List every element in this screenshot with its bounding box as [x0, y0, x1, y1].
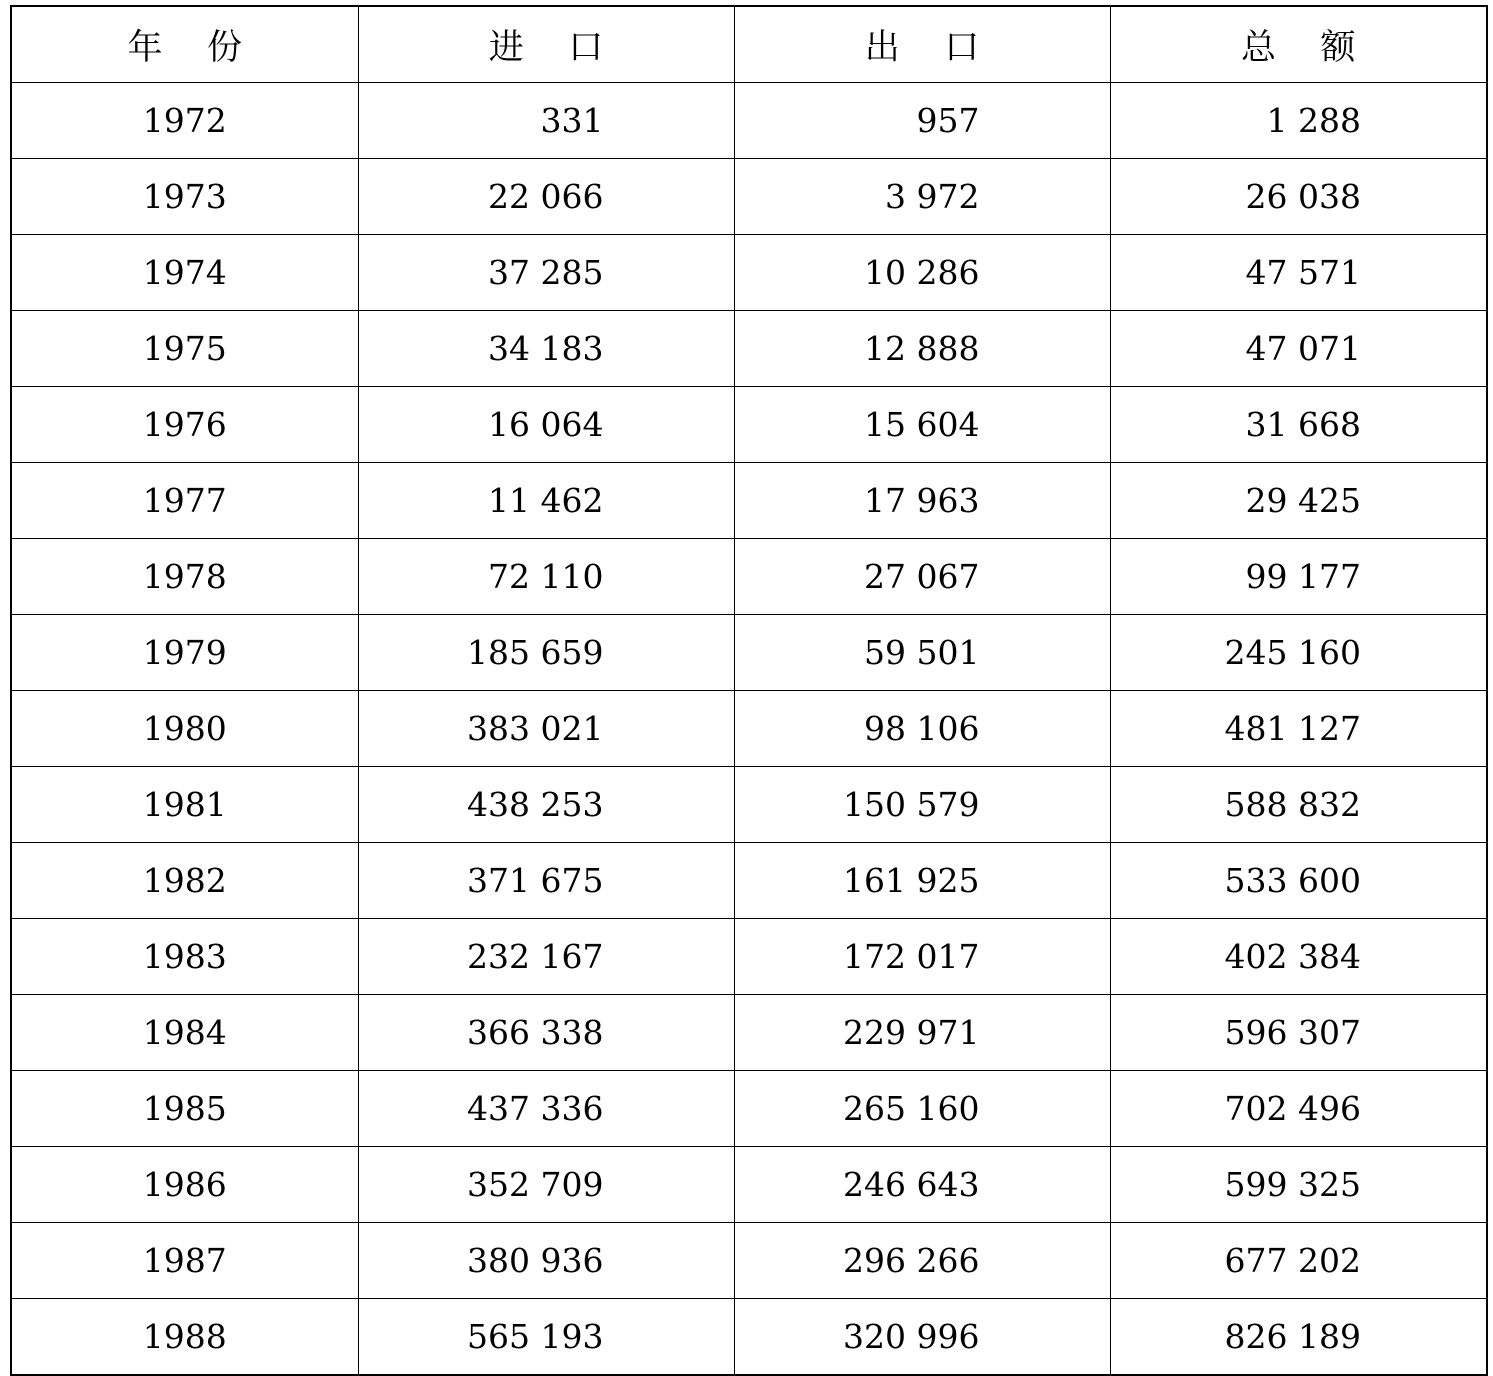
header-import-label: 进 口 [488, 27, 604, 68]
cell-total: 31 668 [1110, 387, 1487, 463]
header-year [11, 6, 358, 83]
cell-year: 1977 [11, 463, 358, 539]
table-row [11, 539, 1487, 615]
cell-export: 246 643 [734, 1147, 1110, 1223]
cell-import: 34 183 [358, 311, 734, 387]
cell-import: 232 167 [358, 919, 734, 995]
cell-year: 1976 [11, 387, 358, 463]
cell-import: 11 462 [358, 463, 734, 539]
cell-year: 1972 [11, 83, 358, 159]
cell-total: 26 038 [1110, 159, 1487, 235]
cell-total: 245 160 [1110, 615, 1487, 691]
cell-total: 481 127 [1110, 691, 1487, 767]
cell-total: 29 425 [1110, 463, 1487, 539]
cell-export: 320 996 [734, 1299, 1110, 1376]
cell-export: 296 266 [734, 1223, 1110, 1299]
cell-export: 98 106 [734, 691, 1110, 767]
cell-import: 437 336 [358, 1071, 734, 1147]
cell-year: 1987 [11, 1223, 358, 1299]
cell-total: 677 202 [1110, 1223, 1487, 1299]
cell-total: 588 832 [1110, 767, 1487, 843]
cell-import: 352 709 [358, 1147, 734, 1223]
cell-year: 1975 [11, 311, 358, 387]
table-row [11, 691, 1487, 767]
trade-table [10, 5, 1488, 1376]
table-row [11, 767, 1487, 843]
cell-import: 380 936 [358, 1223, 734, 1299]
cell-export: 15 604 [734, 387, 1110, 463]
cell-import: 22 066 [358, 159, 734, 235]
cell-export: 12 888 [734, 311, 1110, 387]
cell-export: 10 286 [734, 235, 1110, 311]
table-row [11, 1147, 1487, 1223]
cell-total: 1 288 [1110, 83, 1487, 159]
cell-export: 27 067 [734, 539, 1110, 615]
cell-year: 1973 [11, 159, 358, 235]
header-total-label: 总 额 [1240, 27, 1356, 68]
cell-import: 331 [358, 83, 734, 159]
cell-import: 366 338 [358, 995, 734, 1071]
table-row [11, 159, 1487, 235]
table-row [11, 235, 1487, 311]
cell-year: 1980 [11, 691, 358, 767]
cell-export: 265 160 [734, 1071, 1110, 1147]
cell-export: 172 017 [734, 919, 1110, 995]
cell-year: 1982 [11, 843, 358, 919]
cell-import: 438 253 [358, 767, 734, 843]
header-export-label: 出 口 [864, 27, 980, 68]
cell-import: 371 675 [358, 843, 734, 919]
cell-year: 1979 [11, 615, 358, 691]
cell-import: 16 064 [358, 387, 734, 463]
cell-total: 599 325 [1110, 1147, 1487, 1223]
table-row [11, 1223, 1487, 1299]
cell-import: 37 285 [358, 235, 734, 311]
cell-total: 533 600 [1110, 843, 1487, 919]
cell-import: 565 193 [358, 1299, 734, 1376]
cell-year: 1974 [11, 235, 358, 311]
cell-total: 596 307 [1110, 995, 1487, 1071]
trade-table-container [10, 5, 1486, 1360]
cell-import: 72 110 [358, 539, 734, 615]
header-export [734, 6, 1110, 83]
cell-export: 3 972 [734, 159, 1110, 235]
cell-year: 1983 [11, 919, 358, 995]
cell-year: 1978 [11, 539, 358, 615]
cell-year: 1984 [11, 995, 358, 1071]
table-row [11, 463, 1487, 539]
cell-import: 185 659 [358, 615, 734, 691]
cell-year: 1988 [11, 1299, 358, 1376]
cell-export: 59 501 [734, 615, 1110, 691]
table-row [11, 83, 1487, 159]
cell-export: 957 [734, 83, 1110, 159]
cell-year: 1981 [11, 767, 358, 843]
table-row [11, 1299, 1487, 1376]
cell-year: 1986 [11, 1147, 358, 1223]
table-row [11, 387, 1487, 463]
header-total [1110, 6, 1487, 83]
header-row [11, 6, 1487, 83]
cell-total: 99 177 [1110, 539, 1487, 615]
cell-export: 229 971 [734, 995, 1110, 1071]
table-row [11, 311, 1487, 387]
cell-year: 1985 [11, 1071, 358, 1147]
header-import [358, 6, 734, 83]
table-body [11, 83, 1487, 1376]
cell-import: 383 021 [358, 691, 734, 767]
cell-export: 150 579 [734, 767, 1110, 843]
table-row [11, 615, 1487, 691]
table-row [11, 1071, 1487, 1147]
cell-export: 161 925 [734, 843, 1110, 919]
cell-total: 47 571 [1110, 235, 1487, 311]
table-row [11, 995, 1487, 1071]
header-year-label: 年 份 [127, 27, 242, 68]
cell-total: 702 496 [1110, 1071, 1487, 1147]
cell-total: 826 189 [1110, 1299, 1487, 1376]
table-row [11, 843, 1487, 919]
table-row [11, 919, 1487, 995]
cell-total: 47 071 [1110, 311, 1487, 387]
cell-total: 402 384 [1110, 919, 1487, 995]
cell-export: 17 963 [734, 463, 1110, 539]
